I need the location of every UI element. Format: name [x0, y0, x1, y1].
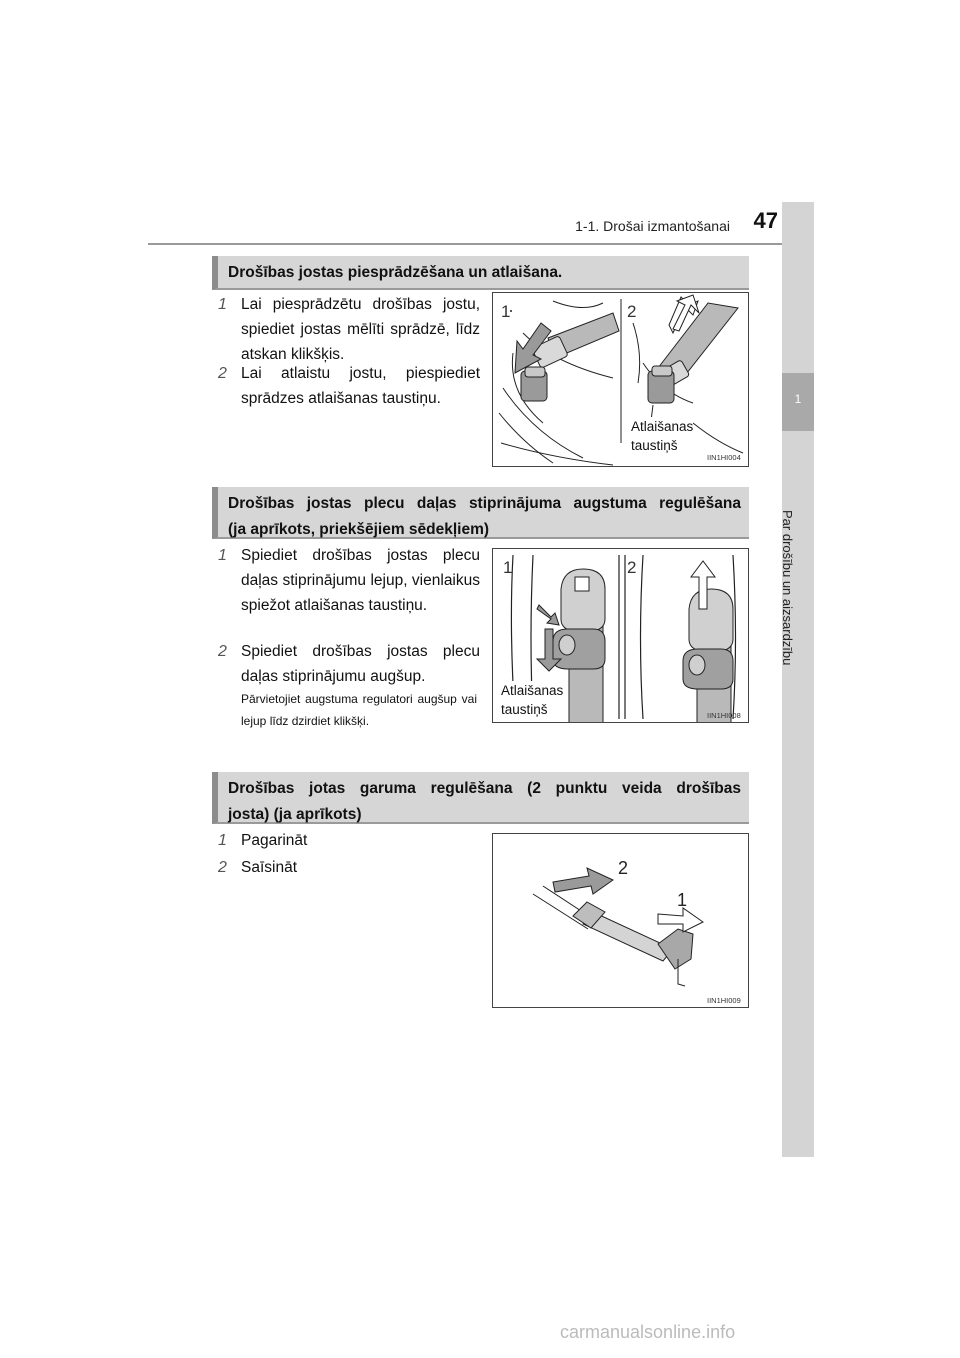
callout-line-1: Atlaišanas	[501, 683, 564, 698]
buckle-illustration	[493, 293, 749, 467]
anchor-figure	[492, 548, 749, 723]
step-text: Lai atlaistu jostu, piespiediet sprādzes atlaišanas taustiņu.	[241, 365, 480, 407]
step-number: 1	[218, 832, 227, 849]
side-tab-title: Par drošību un aizsardzību	[780, 510, 795, 666]
belt-length-figure	[492, 833, 749, 1008]
buckle-figure	[492, 292, 749, 467]
step-number: 1	[218, 547, 227, 564]
figure-label-1: 1	[677, 890, 688, 910]
step-number: 2	[218, 859, 227, 876]
section-heading	[212, 256, 749, 290]
list-item	[218, 292, 480, 367]
section-heading	[212, 487, 749, 539]
step-number: 2	[218, 643, 227, 660]
step-text: Spiediet drošības jostas plecu daļas stiprinājumu lejup, vienlaikus spiežot atlaišanas taustiņu.	[241, 547, 480, 614]
section-title-line-2: josta) (ja aprīkots)	[228, 806, 362, 823]
release-button-callout	[631, 417, 693, 455]
step-text: Pagarināt	[241, 832, 308, 849]
chapter-title: 1-1. Drošai izmantošanai	[575, 218, 730, 234]
figure-label-2: 2	[627, 302, 637, 321]
section-title-line-2: (ja aprīkots, priekšējiem sēdekļiem)	[228, 521, 490, 538]
figure-code: IIN1HI004	[707, 453, 741, 462]
step-text: Spiediet drošības jostas plecu daļas stiprinājumu augšup.	[241, 643, 480, 685]
section-heading	[212, 772, 749, 824]
watermark: carmanualsonline.info	[560, 1322, 736, 1342]
side-tab-number: 1	[794, 392, 802, 406]
figure-code: IIN1HI009	[707, 996, 741, 1005]
step-text: Lai piesprādzētu drošības jostu, spiediet jostas mēlīti sprādzē, līdz atskan klikšķis.	[241, 296, 480, 363]
page-number: 47	[753, 208, 778, 233]
figure-label-1: 1	[503, 558, 513, 577]
release-button-callout	[501, 681, 567, 719]
section-title: Drošības jostas piesprādzēšana un atlaišana.	[228, 264, 563, 281]
list-item	[218, 828, 480, 853]
list-item	[218, 855, 480, 880]
note-text: Pārvietojiet augstuma regulatori augšup vai lejup līdz dzirdiet klikšķi.	[241, 692, 477, 728]
list-item	[218, 543, 480, 618]
step-number: 1	[218, 296, 227, 313]
side-tab-title-wrap	[780, 510, 816, 840]
step-text: Saīsināt	[241, 859, 298, 876]
figure-label-2: 2	[627, 558, 637, 577]
list-item	[218, 639, 480, 689]
list-item	[218, 361, 480, 411]
figure-label-1: 1	[501, 302, 511, 321]
callout-line-1: Atlaišanas	[631, 419, 694, 434]
section-title-line-1: Drošības jotas garuma regulēšana (2 punktu veida drošības	[228, 780, 741, 797]
callout-line-2: taustiņš	[631, 438, 678, 453]
section-title-line-1: Drošības jostas plecu daļas stiprinājuma augstuma regulēšana	[228, 495, 741, 512]
figure-code: IIN1HI008	[707, 711, 741, 720]
callout-line-2: taustiņš	[501, 702, 548, 717]
step-number: 2	[218, 365, 227, 382]
figure-label-2: 2	[618, 858, 629, 878]
header-divider	[148, 243, 782, 245]
